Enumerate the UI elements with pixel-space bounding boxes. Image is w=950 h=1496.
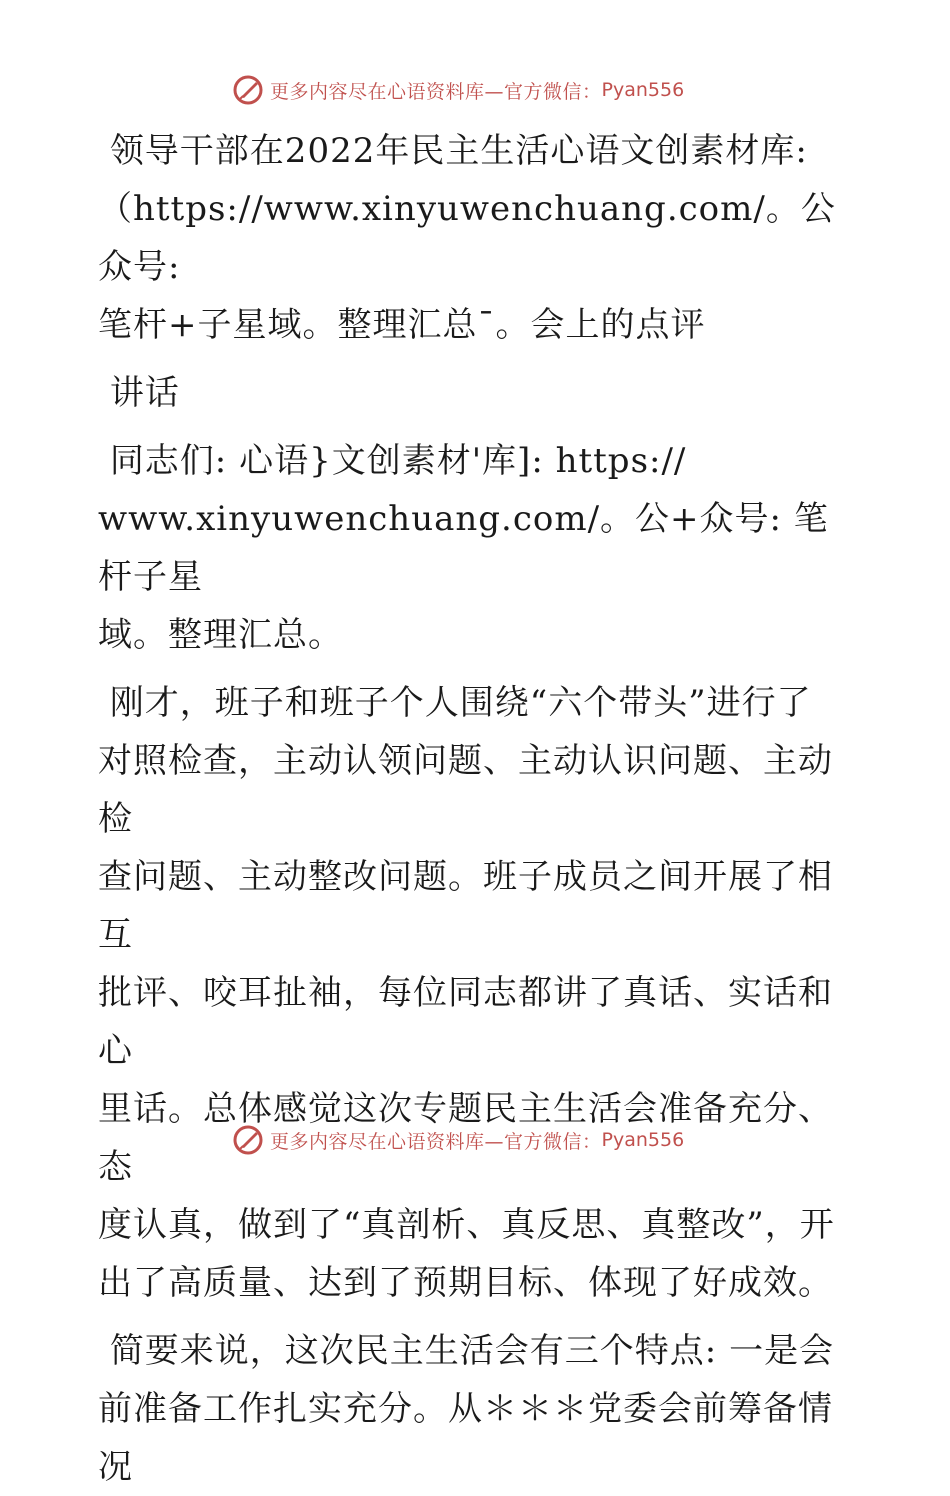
document-body xyxy=(98,122,858,1496)
wechat-id: Pyan556 xyxy=(601,79,685,101)
text-line: 出了高质量、达到了预期目标、体现了好成效。 xyxy=(98,1263,833,1303)
text-line: 对照检查，主动认领问题、主动认识问题、主动检 xyxy=(98,741,833,839)
text-line: 批评、咬耳扯袖，每位同志都讲了真话、实话和心 xyxy=(98,973,833,1071)
banner-text: 更多内容尽在心语资料库—官方微信： xyxy=(270,1130,602,1153)
quill-circle-logo xyxy=(232,1124,264,1156)
text-line: www.xinyuwenchuang.com/。公+众号: 笔杆子星 xyxy=(98,499,829,597)
paragraph-subtitle xyxy=(98,364,858,422)
header-banner xyxy=(232,73,684,107)
paragraph-summary xyxy=(98,1322,858,1496)
banner-text: 更多内容尽在心语资料库—官方微信： xyxy=(270,80,602,103)
footer-banner xyxy=(232,1123,684,1157)
text-line: 刚才，班子和班子个人围绕“六个带头”进行了 xyxy=(98,683,812,723)
paragraph-title xyxy=(98,122,858,354)
paragraph-greeting xyxy=(98,432,858,664)
text-line: 前准备工作扎实充分。从＊＊＊党委会前筹备情况 xyxy=(98,1389,833,1487)
text-line: 度认真，做到了“真剖析、真反思、真整改”，开 xyxy=(98,1205,835,1245)
paragraph-body xyxy=(98,674,858,1312)
text-line: 简要来说，这次民主生活会有三个特点: 一是会 xyxy=(98,1331,835,1371)
text-line: 同志们: 心语}文创素材'库]: https:// xyxy=(98,441,687,481)
text-line: 查问题、主动整改问题。班子成员之间开展了相互 xyxy=(98,857,833,955)
text-line: 里话。总体感觉这次专题民主生活会准备充分、态 xyxy=(98,1089,833,1187)
quill-circle-logo xyxy=(232,74,264,106)
text-line: 讲话 xyxy=(98,373,180,413)
text-line: 域。整理汇总。 xyxy=(98,615,343,655)
text-line: 笔杆+子星域。整理汇总¯。会上的点评 xyxy=(98,305,706,345)
text-line: （https://www.xinyuwenchuang.com/。公众号: xyxy=(98,189,836,287)
text-line: 领导干部在2022年民主生活心语文创素材库: xyxy=(98,131,808,171)
wechat-id: Pyan556 xyxy=(601,1129,685,1151)
